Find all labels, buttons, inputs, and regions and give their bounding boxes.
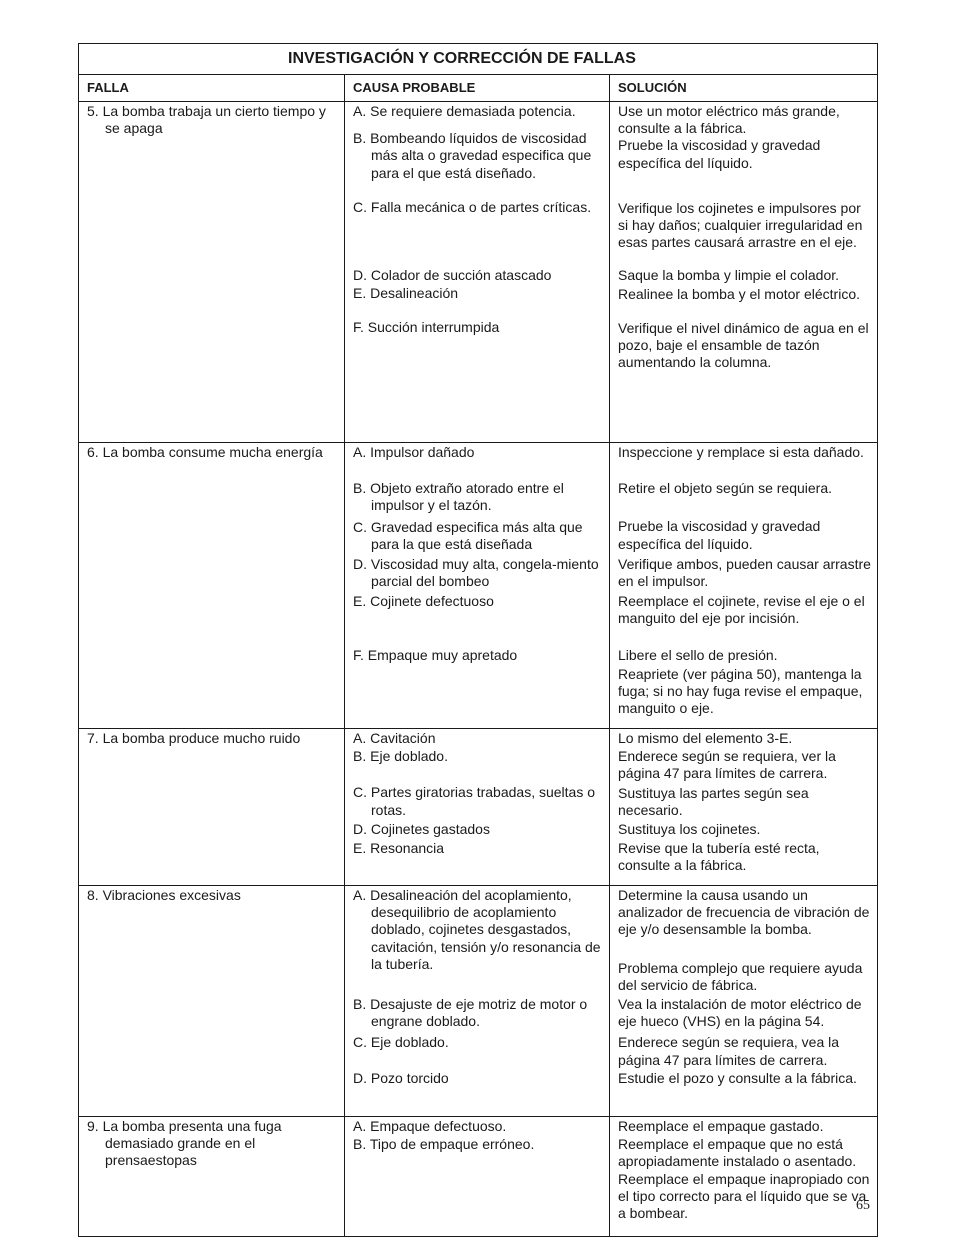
solution-item: Saque la bomba y limpie el colador. bbox=[618, 267, 840, 284]
cause-item: D. Pozo torcido bbox=[353, 1069, 449, 1086]
cause-item: B. Eje doblado. bbox=[353, 748, 448, 765]
solution-item: Libere el sello de presión. bbox=[618, 646, 778, 663]
solution-item: Verifique el nivel dinámico de agua en el pozo, baje el ensamble de tazón aumentando la columna. bbox=[618, 319, 869, 371]
cause-item: B. Tipo de empaque erróneo. bbox=[353, 1136, 535, 1153]
solution-item: Inspeccione y remplace si esta dañado. bbox=[618, 444, 864, 460]
cause-item: A. Desalineación del acoplamiento, desequilibrio de acoplamiento doblado, cojinetes desgastados, cavitación, tensión y/o resonancia de la tubería. bbox=[353, 887, 601, 972]
solution-item: Problema complejo que requiere ayuda del servicio de fábrica. bbox=[618, 959, 863, 993]
fault-cell bbox=[79, 443, 345, 729]
fault-text: 6. La bomba consume mucha energía bbox=[87, 444, 323, 460]
table-row bbox=[79, 729, 878, 886]
solution-item: Retire el objeto según se requiera. bbox=[618, 480, 833, 497]
solution-item: Enderece según se requiera, vea la página 47 para límites de carrera. bbox=[618, 1034, 840, 1068]
column-header-causa: CAUSA PROBABLE bbox=[345, 75, 610, 102]
cause-item: A. Se requiere demasiada potencia. bbox=[353, 103, 576, 119]
header-row bbox=[79, 75, 878, 102]
solution-cell bbox=[610, 886, 878, 1117]
cause-item: A. Impulsor dañado bbox=[353, 444, 475, 460]
cause-item: F. Succión interrumpida bbox=[353, 319, 500, 336]
fault-text: 5. La bomba trabaja un cierto tiempo y se apaga bbox=[87, 103, 326, 137]
table-row bbox=[79, 1117, 878, 1237]
solution-item: Sustituya los cojinetes. bbox=[618, 821, 761, 838]
cause-item: D. Cojinetes gastados bbox=[353, 820, 490, 837]
solution-item: Reemplace el empaque que no está apropiadamente instalado o asentado. Reemplace el empaque inapropiado con el tipo correcto para el líquido que se va a bombear. bbox=[618, 1136, 870, 1222]
solution-item: Enderece según se requiera, ver la página 47 para límites de carrera. bbox=[618, 748, 836, 782]
solution-item: Pruebe la viscosidad y gravedad específica del líquido. bbox=[618, 518, 821, 552]
solution-item: Revise que la tubería esté recta, consulte a la fábrica. bbox=[618, 840, 820, 874]
page-number: 65 bbox=[856, 1198, 870, 1213]
cause-item: B. Desajuste de eje motriz de motor o engrane doblado. bbox=[353, 996, 588, 1030]
solution-cell bbox=[610, 729, 878, 886]
solution-item: Verifique los cojinetes e impulsores por si hay daños; cualquier irregularidad en esas partes causará arrastre en el eje. bbox=[618, 199, 863, 251]
cause-item: E. Resonancia bbox=[353, 840, 445, 857]
cause-item: A. Cavitación bbox=[353, 730, 436, 746]
solution-cell bbox=[610, 443, 878, 729]
cause-item: E. Cojinete defectuoso bbox=[353, 593, 494, 610]
column-header-falla: FALLA bbox=[79, 75, 345, 102]
cause-item: C. Falla mecánica o de partes críticas. bbox=[353, 198, 592, 215]
fault-text: 9. La bomba presenta una fuga demasiado grande en el prensaestopas bbox=[87, 1118, 282, 1169]
cause-item: F. Empaque muy apretado bbox=[353, 646, 518, 663]
fault-cell bbox=[79, 102, 345, 443]
fault-cell bbox=[79, 729, 345, 886]
cause-cell bbox=[345, 886, 610, 1117]
solution-cell bbox=[610, 102, 878, 443]
solution-cell bbox=[610, 1117, 878, 1237]
column-header-solucion: SOLUCIÓN bbox=[610, 75, 878, 102]
table-row bbox=[79, 443, 878, 729]
cause-item: E. Desalineación bbox=[353, 285, 459, 302]
cause-item: D. Colador de succión atascado bbox=[353, 267, 552, 284]
cause-cell bbox=[345, 1117, 610, 1237]
solution-item: Determine la causa usando un analizador de frecuencia de vibración de eje y/o desensamble la bomba. bbox=[618, 887, 870, 938]
solution-item: Estudie el pozo y consulte a la fábrica. bbox=[618, 1069, 857, 1086]
table-body bbox=[79, 102, 878, 1237]
solution-item: Use un motor eléctrico más grande, consulte a la fábrica. bbox=[618, 103, 840, 137]
solution-item: Reapriete (ver página 50), mantenga la fuga; si no hay fuga revise el empaque, manguito o eje. bbox=[618, 665, 863, 717]
solution-item: Reemplace el cojinete, revise el eje o el manguito del eje por incisión. bbox=[618, 593, 865, 627]
solution-item: Pruebe la viscosidad y gravedad específica del líquido. bbox=[618, 137, 821, 171]
fault-cell bbox=[79, 886, 345, 1117]
cause-cell bbox=[345, 443, 610, 729]
cause-item: B. Bombeando líquidos de viscosidad más alta o gravedad especifica que para el que está diseñado. bbox=[353, 130, 592, 181]
table-row bbox=[79, 102, 878, 443]
cause-item: C. Gravedad especifica más alta que para la que está diseñada bbox=[353, 518, 583, 552]
solution-item: Vea la instalación de motor eléctrico de eje hueco (VHS) en la página 54. bbox=[618, 996, 862, 1030]
cause-item: D. Viscosidad muy alta, congela-miento parcial del bombeo bbox=[353, 556, 599, 590]
cause-item: A. Empaque defectuoso. bbox=[353, 1118, 507, 1134]
cause-cell bbox=[345, 102, 610, 443]
solution-item: Lo mismo del elemento 3-E. bbox=[618, 730, 793, 746]
cause-cell bbox=[345, 729, 610, 886]
solution-item: Verifique ambos, pueden causar arrastre en el impulsor. bbox=[618, 555, 871, 590]
cause-item: B. Objeto extraño atorado entre el impulsor y el tazón. bbox=[353, 480, 564, 514]
cause-item: C. Eje doblado. bbox=[353, 1034, 449, 1051]
table-row bbox=[79, 886, 878, 1117]
solution-item: Realinee la bomba y el motor eléctrico. bbox=[618, 285, 861, 302]
troubleshooting-table bbox=[78, 43, 878, 1237]
fault-cell bbox=[79, 1117, 345, 1237]
solution-item: Reemplace el empaque gastado. bbox=[618, 1118, 824, 1134]
fault-text: 7. La bomba produce mucho ruido bbox=[87, 730, 301, 746]
title-row bbox=[79, 44, 878, 75]
table-title: INVESTIGACIÓN Y CORRECCIÓN DE FALLAS bbox=[79, 44, 878, 75]
fault-text: 8. Vibraciones excesivas bbox=[87, 887, 241, 903]
solution-item: Sustituya las partes según sea necesario. bbox=[618, 784, 809, 818]
cause-item: C. Partes giratorias trabadas, sueltas o rotas. bbox=[353, 784, 596, 818]
